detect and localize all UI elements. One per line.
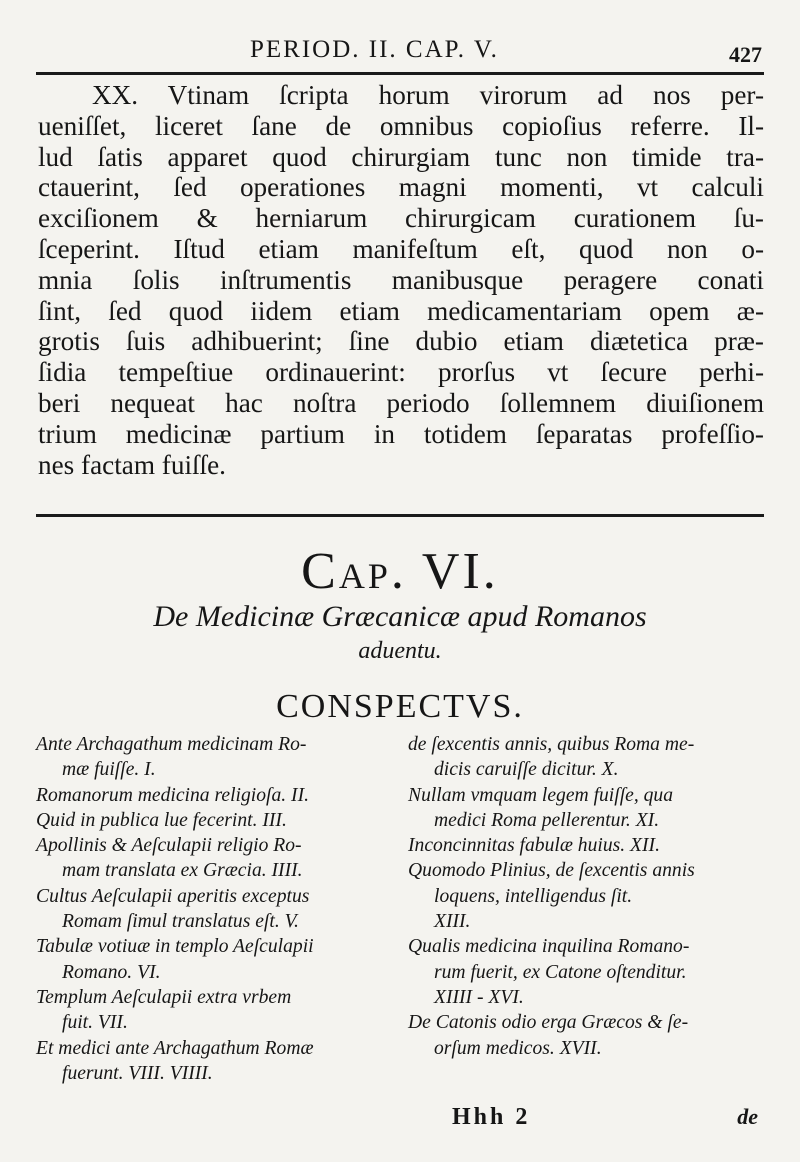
paragraph-line: beri nequeat hac noſtra periodo ſollemnem diuiſionem (38, 387, 764, 418)
entry-line: Romam ſimul translatus eſt. V. (62, 911, 299, 933)
entry-line: XIII. (434, 911, 471, 933)
entry-line: Quomodo Plinius, de ſexcentis annis (408, 860, 695, 882)
entry-line: fuit. VII. (62, 1012, 128, 1034)
entry-line: Ante Archagathum medicinam Ro- (36, 734, 307, 755)
running-head-title: PERIOD. II. CAP. V. (250, 36, 499, 63)
entry-line: XIIII - XVI. (434, 986, 524, 1008)
entry-line: orſum medicos. XVII. (434, 1037, 602, 1059)
paragraph-line: ſceperint. Iſtud etiam manifeſtum eſt, quod non o- (38, 233, 764, 264)
chapter-subtitle-line2: aduentu. (358, 638, 442, 664)
top-rule (36, 72, 764, 75)
entry-line: loquens, intelligendus ſit. (434, 885, 633, 907)
paragraph-line: XX. Vtinam ſcripta horum virorum ad nos per- (92, 80, 764, 110)
entry-line: Templum Aeſculapii extra vrbem (36, 986, 292, 1008)
entry-line: rum fuerit, ex Catone oſtenditur. (434, 961, 687, 983)
entry-line: Romano. VI. (62, 961, 161, 983)
entry-line: Tabulæ votiuæ in templo Aeſculapii (36, 936, 314, 958)
entry-line: dicis caruiſſe dicitur. X. (434, 759, 619, 781)
catchword: de (737, 1104, 758, 1129)
running-head (0, 34, 800, 68)
paragraph-line: ſidia tempeſtiue ordinauerint: prorſus vt ſecure perhi- (38, 357, 764, 388)
entry-line: Apollinis & Aeſculapii religio Ro- (36, 835, 302, 857)
entry-line: mæ fuiſſe. I. (62, 759, 156, 781)
entry-line: mam translata ex Græcia. IIII. (62, 860, 303, 882)
conspectus-entry (408, 1010, 770, 1061)
paragraph-line: trium medicinæ partium in totidem ſeparatas profeſſio- (38, 418, 764, 449)
conspectus-entry (36, 884, 396, 935)
entry-line: Romanorum medicina religioſa. II. (36, 784, 310, 806)
conspectus-entry (408, 833, 770, 858)
signature-mark: Hhh 2 (452, 1104, 531, 1130)
conspectus-entry (36, 783, 396, 808)
chapter-subtitle (0, 600, 800, 668)
conspectus-heading: CONSPECTVS. (276, 688, 524, 725)
entry-line: fuerunt. VIII. VIIII. (62, 1062, 213, 1084)
paragraph-line: nes factam fuiſſe. (38, 449, 226, 480)
section-rule (36, 514, 764, 517)
paragraph-line: lud ſatis apparet quod chirurgiam tunc non timide tra- (38, 141, 764, 172)
paragraph-line: exciſionem & herniarum chirurgicam curationem ſu- (38, 203, 764, 234)
entry-line: Nullam vmquam legem fuiſſe, qua (408, 784, 674, 806)
entry-line: Inconcinnitas fabulæ huius. XII. (408, 835, 660, 857)
conspectus-entry (36, 1036, 396, 1087)
entry-line: medici Roma pellerentur. XI. (434, 809, 660, 831)
paragraph-line: ctauerint, ſed operationes magni momenti, vt calculi (38, 172, 764, 203)
entry-line: Qualis medicina inquilina Romano- (408, 936, 690, 958)
conspectus-entry (36, 732, 396, 783)
conspectus-entry (36, 934, 396, 985)
conspectus-entry (36, 808, 396, 833)
paragraph-line: ueniſſet, liceret ſane de omnibus copioſius referre. Il- (38, 110, 764, 141)
paragraph-line: ſint, ſed quod iidem etiam medicamentariam opem æ- (38, 295, 764, 326)
conspectus-right-column (408, 732, 770, 1061)
chapter-subtitle-line1: De Medicinæ Græcanicæ apud Romanos (153, 600, 647, 633)
paragraph-line: grotis ſuis adhibuerint; ſine dubio etiam diætetica præ- (38, 326, 764, 357)
conspectus-entry (408, 858, 770, 934)
entry-line: de ſexcentis annis, quibus Roma me- (408, 734, 695, 755)
conspectus-entry (36, 985, 396, 1036)
conspectus-entry (408, 783, 770, 834)
page-number: 427 (729, 42, 762, 67)
conspectus-left-column (36, 732, 396, 1086)
conspectus-entry (36, 833, 396, 884)
entry-line: Quid in publica lue fecerint. III. (36, 809, 287, 831)
conspectus-entry (408, 732, 770, 783)
chapter-heading: Cap. VI. (301, 543, 499, 600)
entry-line: Cultus Aeſculapii aperitis exceptus (36, 885, 310, 907)
entry-line: Et medici ante Archagathum Romæ (36, 1037, 314, 1059)
conspectus-entry (408, 934, 770, 1010)
paragraph-xx (38, 80, 764, 480)
paragraph-line: mnia ſolis inſtrumentis manibusque peragere conati (38, 264, 764, 295)
entry-line: De Catonis odio erga Græcos & ſe- (408, 1012, 689, 1034)
